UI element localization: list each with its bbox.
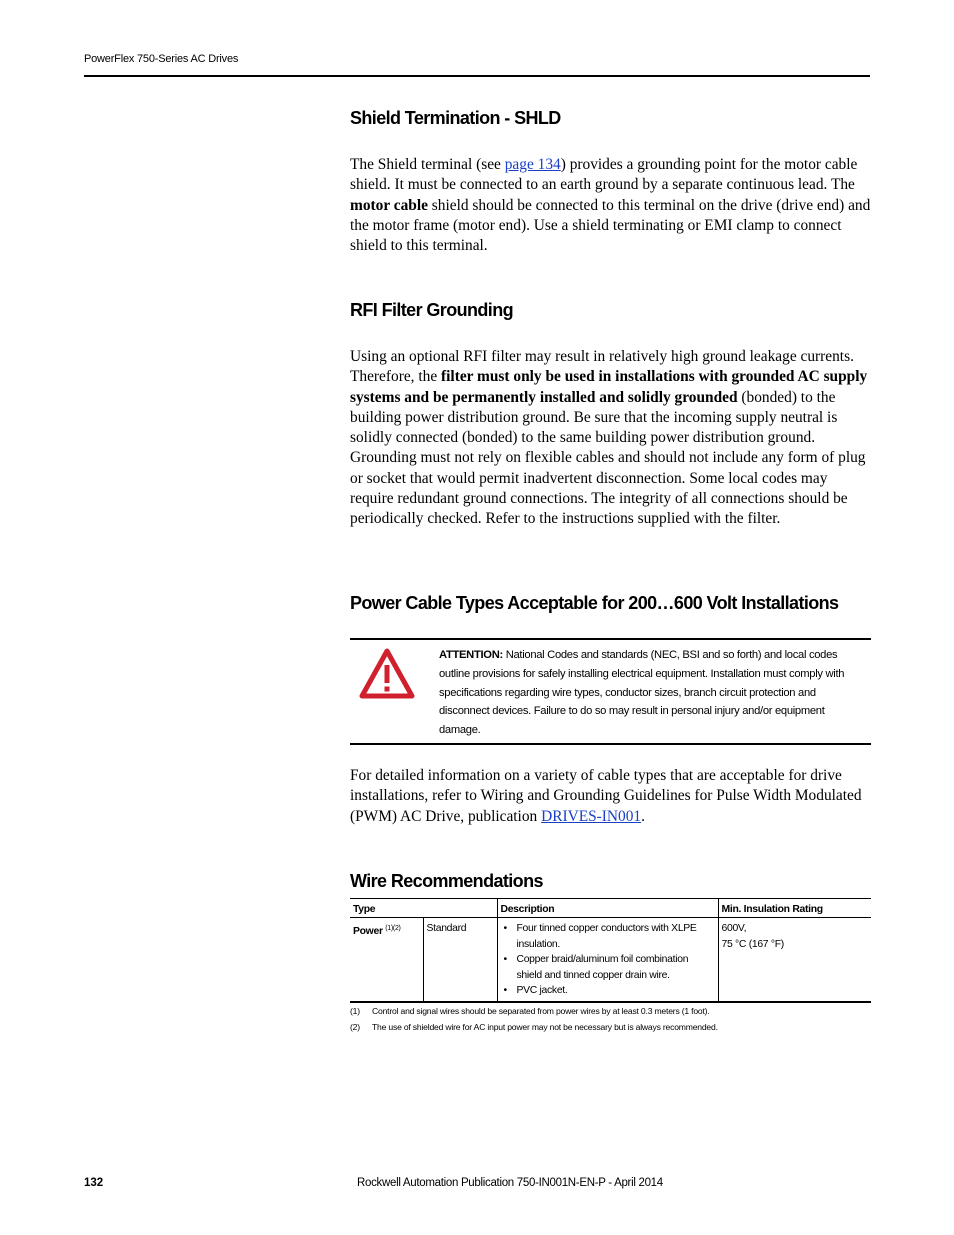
power-cable-heading: Power Cable Types Acceptable for 200…600 Volt Installations <box>350 593 839 613</box>
shield-text-3: shield should be connected to this terminal on the drive (drive end) and the motor frame (motor end). Use a shield terminating or EMI clamp to connect shield to this terminal. <box>350 196 871 255</box>
rfi-bold: filter must only be used in installations with grounded AC supply systems and be permanently installed and solidly grounded <box>350 368 868 406</box>
drives-in001-link[interactable]: DRIVES-IN001 <box>541 807 642 825</box>
type-footnote-refs: (1)(2) <box>385 925 401 932</box>
col-type: Type <box>350 899 497 918</box>
power-cable-paragraph <box>350 766 872 827</box>
shield-paragraph-wrap <box>350 155 872 256</box>
attention-text <box>439 646 864 740</box>
col-description: Description <box>497 899 718 918</box>
rfi-paragraph <box>350 347 872 530</box>
power-cable-text-2: . <box>641 807 645 825</box>
rfi-paragraph-wrap <box>350 347 872 530</box>
cell-type <box>350 918 423 1002</box>
footnote-1 <box>350 1006 710 1016</box>
footnote-2-text: The use of shielded wire for AC input power may not be necessary but is always recommended. <box>372 1022 718 1032</box>
footnote-1-text: Control and signal wires should be separated from power wires by at least 0.3 meters (1 foot). <box>372 1006 710 1016</box>
cell-description <box>497 918 718 1002</box>
page-number: 132 <box>84 1177 104 1189</box>
warning-triangle-icon <box>359 648 415 700</box>
footnote-2-num: (2) <box>350 1022 360 1032</box>
running-header: PowerFlex 750-Series AC Drives <box>84 53 239 65</box>
page-134-link[interactable]: page 134 <box>504 156 561 173</box>
shield-heading: Shield Termination - SHLD <box>350 108 561 128</box>
power-cable-text-1: For detailed information on a variety of cable types that are acceptable for drive installations, refer to Wiring and Grounding Guidelines for Pulse Width Modulated (PWM) AC Drive, publication <box>350 767 862 825</box>
attention-body: National Codes and standards (NEC, BSI and so forth) and local codes outline provisions for safely installing electrical equipment. Installation must comply with specifications regarding wire types, conductor sizes, branch circuit protection and disconnect devices. Failure to do so may result in personal injury and/or equipment damage. <box>439 649 845 737</box>
type-power: Power <box>353 926 383 937</box>
shield-bold: motor cable <box>350 196 428 214</box>
rating-temperature: 75 °C (167 °F) <box>721 938 784 950</box>
description-list <box>501 921 715 999</box>
wire-heading: Wire Recommendations <box>350 871 543 891</box>
publication-footer: Rockwell Automation Publication 750-IN001N-EN-P - April 2014 <box>357 1177 663 1189</box>
rfi-text-2: (bonded) to the building power distribution ground. Be sure that the incoming supply neutral is solidly connected (bonded) to the same building power distribution ground. Grounding must not rely on flexible cables and should not include any form of plug or socket that would permit inadvertent disconnection. Some local codes may require redundant ground connections. The integrity of all connections should be periodically checked. Refer to the instructions supplied with the filter. <box>350 388 866 528</box>
power-cable-paragraph-wrap <box>350 766 872 827</box>
header-rule <box>84 75 870 77</box>
section-power-cable <box>350 593 872 614</box>
shield-text-2: ) provides a grounding point for the motor cable shield. It must be connected to an earth ground by a separate continuous lead. The <box>350 156 858 194</box>
rfi-text-1: Using an optional RFI filter may result in relatively high ground leakage currents. Therefore, the <box>350 348 854 386</box>
col-insulation: Min. Insulation Rating <box>718 899 871 918</box>
shield-paragraph <box>350 155 872 256</box>
table-header-row <box>350 899 871 918</box>
shield-text-1: The Shield terminal (see <box>350 156 505 173</box>
cell-subtype: Standard <box>423 918 497 1002</box>
section-wire <box>350 871 872 892</box>
rating-voltage: 600V, <box>721 923 747 934</box>
list-item: • Four tinned copper conductors with XLPE insulation. <box>501 921 715 952</box>
footnote-1-num: (1) <box>350 1006 360 1016</box>
cell-rating <box>718 918 871 1002</box>
attention-box <box>350 638 871 745</box>
footnote-2 <box>350 1022 718 1032</box>
section-shield <box>350 108 872 129</box>
list-item: • PVC jacket. <box>501 983 715 999</box>
section-rfi <box>350 300 872 321</box>
list-item: • Copper braid/aluminum foil combination shield and tinned copper drain wire. <box>501 952 715 983</box>
table-row <box>350 918 871 1002</box>
rfi-heading: RFI Filter Grounding <box>350 300 513 320</box>
attention-label: ATTENTION: <box>439 649 503 661</box>
wire-table <box>350 898 871 1003</box>
